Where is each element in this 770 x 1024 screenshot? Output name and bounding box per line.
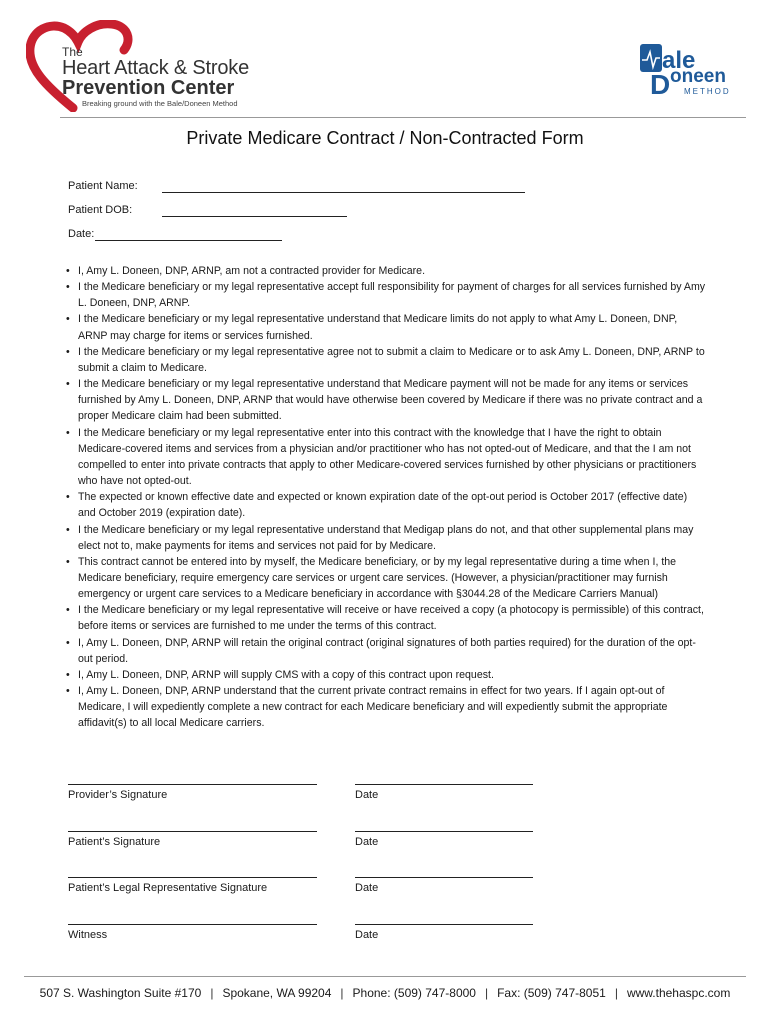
footer-separator: | bbox=[484, 986, 489, 1000]
provider-signature-label: Provider’s Signature bbox=[68, 789, 168, 801]
logo-tagline: Breaking ground with the Bale/Doneen Method bbox=[82, 99, 238, 108]
footer-website-link[interactable]: www.thehaspc.com bbox=[626, 986, 731, 1000]
bale-doneen-logo bbox=[640, 42, 744, 98]
list-item: • I the Medicare beneficiary or my legal representative enter into this contract with the knowledge that I have the right to obtain Medicare-covered items and services from a physician and/or practitioner who has not opted-out of Medicare, and that the I am not compelled to enter into private contracts that apply to other Medicare-covered services furnished by other physicians or practitioners who have not opted-out. bbox=[66, 425, 706, 490]
terms-list bbox=[66, 263, 706, 732]
list-item: • The expected or known effective date and expected or known expiration date of the opt-out period is October 2017 (effective date) and October 2019 (expiration date). bbox=[66, 489, 706, 521]
heart-attack-stroke-logo bbox=[26, 20, 286, 112]
list-item: • I, Amy L. Doneen, DNP, ARNP will retain the original contract (original signatures of both parties required) for the duration of the opt-out period. bbox=[66, 635, 706, 667]
patient-name-label: Patient Name: bbox=[68, 180, 138, 192]
list-item: • I the Medicare beneficiary or my legal representative understand that Medigap plans do not, and that other supplemental plans may elect not to, make payments for items and services not paid for by Medicare. bbox=[66, 522, 706, 554]
patient-signature-line[interactable] bbox=[68, 831, 317, 832]
list-item: • I the Medicare beneficiary or my legal representative understand that Medicare limits do not apply to what Amy L. Doneen, DNP, ARNP may charge for items or services furnished. bbox=[66, 311, 706, 343]
logo-method-text: METHOD bbox=[684, 87, 731, 96]
legal-rep-signature-line[interactable] bbox=[68, 877, 317, 878]
list-item: • I the Medicare beneficiary or my legal representative accept full responsibility for payment of charges for all services furnished by Amy L. Doneen, DNP, ARNP. bbox=[66, 279, 706, 311]
footer-separator: | bbox=[340, 986, 344, 1000]
form-title: Private Medicare Contract / Non-Contracted Form bbox=[186, 128, 584, 148]
logo-line1: Heart Attack & Stroke bbox=[62, 57, 249, 79]
provider-date-line[interactable] bbox=[355, 784, 533, 785]
list-item: • I, Amy L. Doneen, DNP, ARNP will supply CMS with a copy of this contract upon request. bbox=[66, 667, 706, 683]
footer-phone: Phone: (509) 747-8000 bbox=[352, 986, 476, 1000]
footer-fax: Fax: (509) 747-8051 bbox=[497, 986, 606, 1000]
logo-d-text: D bbox=[650, 69, 671, 98]
patient-date-label: Date bbox=[355, 836, 379, 848]
footer-divider bbox=[24, 976, 746, 977]
footer-city: Spokane, WA 99204 bbox=[222, 986, 332, 1000]
patient-date-line[interactable] bbox=[355, 831, 533, 832]
patient-dob-field[interactable] bbox=[162, 216, 347, 217]
header-divider bbox=[60, 117, 746, 118]
provider-signature-line[interactable] bbox=[68, 784, 317, 785]
witness-signature-label: Witness bbox=[68, 929, 108, 941]
witness-date-line[interactable] bbox=[355, 924, 533, 925]
list-item: • I the Medicare beneficiary or my legal representative understand that Medicare payment will not be made for any items or services furnished by Amy L. Doneen, DNP, ARNP that would have otherwise been covered by Medicare if there was no private contract and a proper Medicare claim had been submitted. bbox=[66, 376, 706, 424]
footer bbox=[0, 986, 770, 1000]
legal-rep-signature-label: Patient’s Legal Representative Signature bbox=[68, 882, 268, 894]
logo-oneen-text: oneen bbox=[670, 66, 726, 87]
witness-date-label: Date bbox=[355, 929, 379, 941]
patient-name-field[interactable] bbox=[162, 192, 525, 193]
logo-line2: Prevention Center bbox=[62, 77, 235, 99]
patient-dob-label: Patient DOB: bbox=[68, 204, 133, 216]
provider-date-label: Date bbox=[355, 789, 379, 801]
date-field[interactable] bbox=[95, 240, 282, 241]
date-label: Date: bbox=[68, 228, 95, 240]
footer-separator: | bbox=[614, 986, 618, 1000]
patient-signature-label: Patient’s Signature bbox=[68, 836, 161, 848]
logo-ale-text: ale bbox=[662, 47, 696, 74]
list-item: • I the Medicare beneficiary or my legal representative agree not to submit a claim to Medicare or to ask Amy L. Doneen, DNP, ARNP to submit a claim to Medicare. bbox=[66, 344, 706, 376]
logo-the-text: The bbox=[62, 45, 83, 59]
legal-rep-date-line[interactable] bbox=[355, 877, 533, 878]
list-item: • I, Amy L. Doneen, DNP, ARNP, am not a contracted provider for Medicare. bbox=[66, 263, 706, 279]
legal-rep-date-label: Date bbox=[355, 882, 379, 894]
footer-address: 507 S. Washington Suite #170 bbox=[39, 986, 202, 1000]
witness-signature-line[interactable] bbox=[68, 924, 317, 925]
footer-separator: | bbox=[210, 986, 214, 1000]
list-item: • I the Medicare beneficiary or my legal representative will receive or have received a copy (a photocopy is permissible) of this contract, before items or services are furnished to me under the terms of this contract. bbox=[66, 602, 706, 634]
list-item: • I, Amy L. Doneen, DNP, ARNP understand that the current private contract remains in effect for two years. If I again opt-out of Medicare, I will expediently complete a new contract for each Medicare beneficiary and will expediently submit the appropriate affidavit(s) to all local Medicare carriers. bbox=[66, 683, 706, 731]
list-item: • This contract cannot be entered into by myself, the Medicare beneficiary, or by my legal representative during a time when I, the Medicare beneficiary, require emergency care services or urgent care services. (However, a physician/practitioner may furnish emergency or urgent care services to a Medicare beneficiary in accordance with §3044.28 of the Medicare Carriers Manual) bbox=[66, 554, 706, 602]
